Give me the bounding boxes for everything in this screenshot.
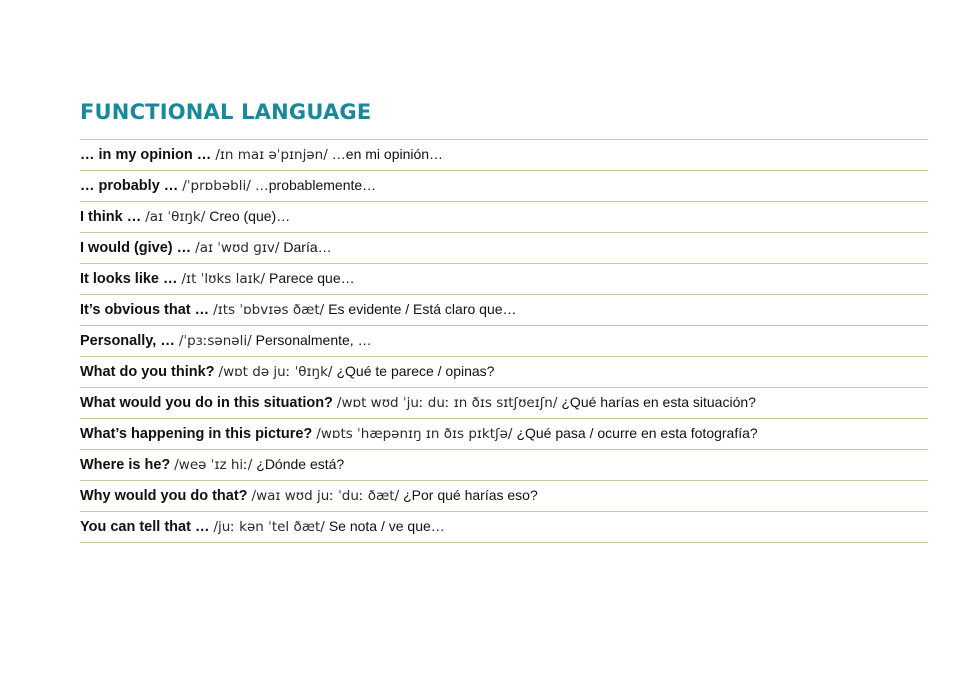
phrase-spanish: …probablemente…	[254, 177, 377, 194]
phrase-english: What’s happening in this picture?	[80, 426, 313, 443]
list-item	[80, 512, 928, 543]
phrase-spanish: ¿Por qué harías eso?	[403, 487, 538, 504]
phrase-spanish: ¿Dónde está?	[256, 456, 345, 473]
list-item	[80, 357, 928, 388]
list-item	[80, 202, 928, 233]
phrase-spanish: Es evidente / Está claro que…	[328, 301, 517, 318]
phrase-english: It looks like …	[80, 271, 178, 288]
phrase-ipa: /waɪ wʊd juː ˈduː ðæt/	[251, 488, 400, 505]
list-item	[80, 388, 928, 419]
phrase-ipa: /wɒt də juː ˈθɪŋk/	[218, 364, 333, 381]
phrase-ipa: /weə ˈɪz hiː/	[174, 457, 253, 474]
phrase-ipa: /juː kən ˈtel ðæt/	[213, 519, 325, 536]
phrase-ipa: /wɒt wʊd ˈjuː duː ɪn ðɪs sɪtʃʊeɪʃn/	[336, 395, 558, 412]
phrase-english: Why would you do that?	[80, 488, 248, 505]
phrase-ipa: /ɪt ˈlʊks laɪk/	[181, 271, 265, 288]
phrase-spanish: ¿Qué harías en esta situación?	[561, 394, 756, 411]
phrase-spanish: Parece que…	[269, 270, 355, 287]
phrase-english: Where is he?	[80, 457, 171, 474]
phrase-spanish: ¿Qué pasa / ocurre en esta fotografía?	[516, 425, 758, 442]
phrase-ipa: /aɪ ˈwʊd ɡɪv/	[195, 240, 280, 257]
phrase-spanish: …en mi opinión…	[331, 146, 444, 163]
phrase-ipa: /aɪ ˈθɪŋk/	[145, 209, 206, 226]
phrase-english: … in my opinion …	[80, 147, 212, 164]
phrase-english: Personally, …	[80, 333, 175, 350]
list-item	[80, 450, 928, 481]
list-item	[80, 481, 928, 512]
list-item	[80, 326, 928, 357]
phrase-english: It’s obvious that …	[80, 302, 210, 319]
phrase-spanish: Personalmente, …	[255, 332, 372, 349]
phrase-english: What would you do in this situation?	[80, 395, 333, 412]
list-item	[80, 419, 928, 450]
phrase-ipa: /wɒts ˈhæpənɪŋ ɪn ðɪs pɪktʃə/	[316, 426, 513, 443]
phrase-english: I would (give) …	[80, 240, 192, 257]
phrase-ipa: /ɪts ˈɒbvɪəs ðæt/	[213, 302, 325, 319]
phrase-english: You can tell that …	[80, 519, 210, 536]
phrase-spanish: ¿Qué te parece / opinas?	[336, 363, 495, 380]
phrase-spanish: Daría…	[283, 239, 332, 256]
phrase-ipa: /ˈpɜːsənəli/	[178, 333, 252, 350]
functional-language-panel	[80, 100, 928, 543]
page-title: FUNCTIONAL LANGUAGE	[80, 100, 372, 124]
phrase-list	[80, 139, 928, 543]
phrase-ipa: /ɪn maɪ əˈpɪnjən/	[215, 147, 328, 164]
list-item	[80, 171, 928, 202]
list-item	[80, 140, 928, 171]
phrase-spanish: Creo (que)…	[209, 208, 291, 225]
phrase-spanish: Se nota / ve que…	[328, 518, 445, 535]
list-item	[80, 233, 928, 264]
phrase-ipa: /ˈprɒbəbli/	[182, 178, 251, 195]
list-item	[80, 264, 928, 295]
phrase-english: … probably …	[80, 178, 179, 195]
phrase-english: I think …	[80, 209, 142, 226]
phrase-english: What do you think?	[80, 364, 215, 381]
list-item	[80, 295, 928, 326]
